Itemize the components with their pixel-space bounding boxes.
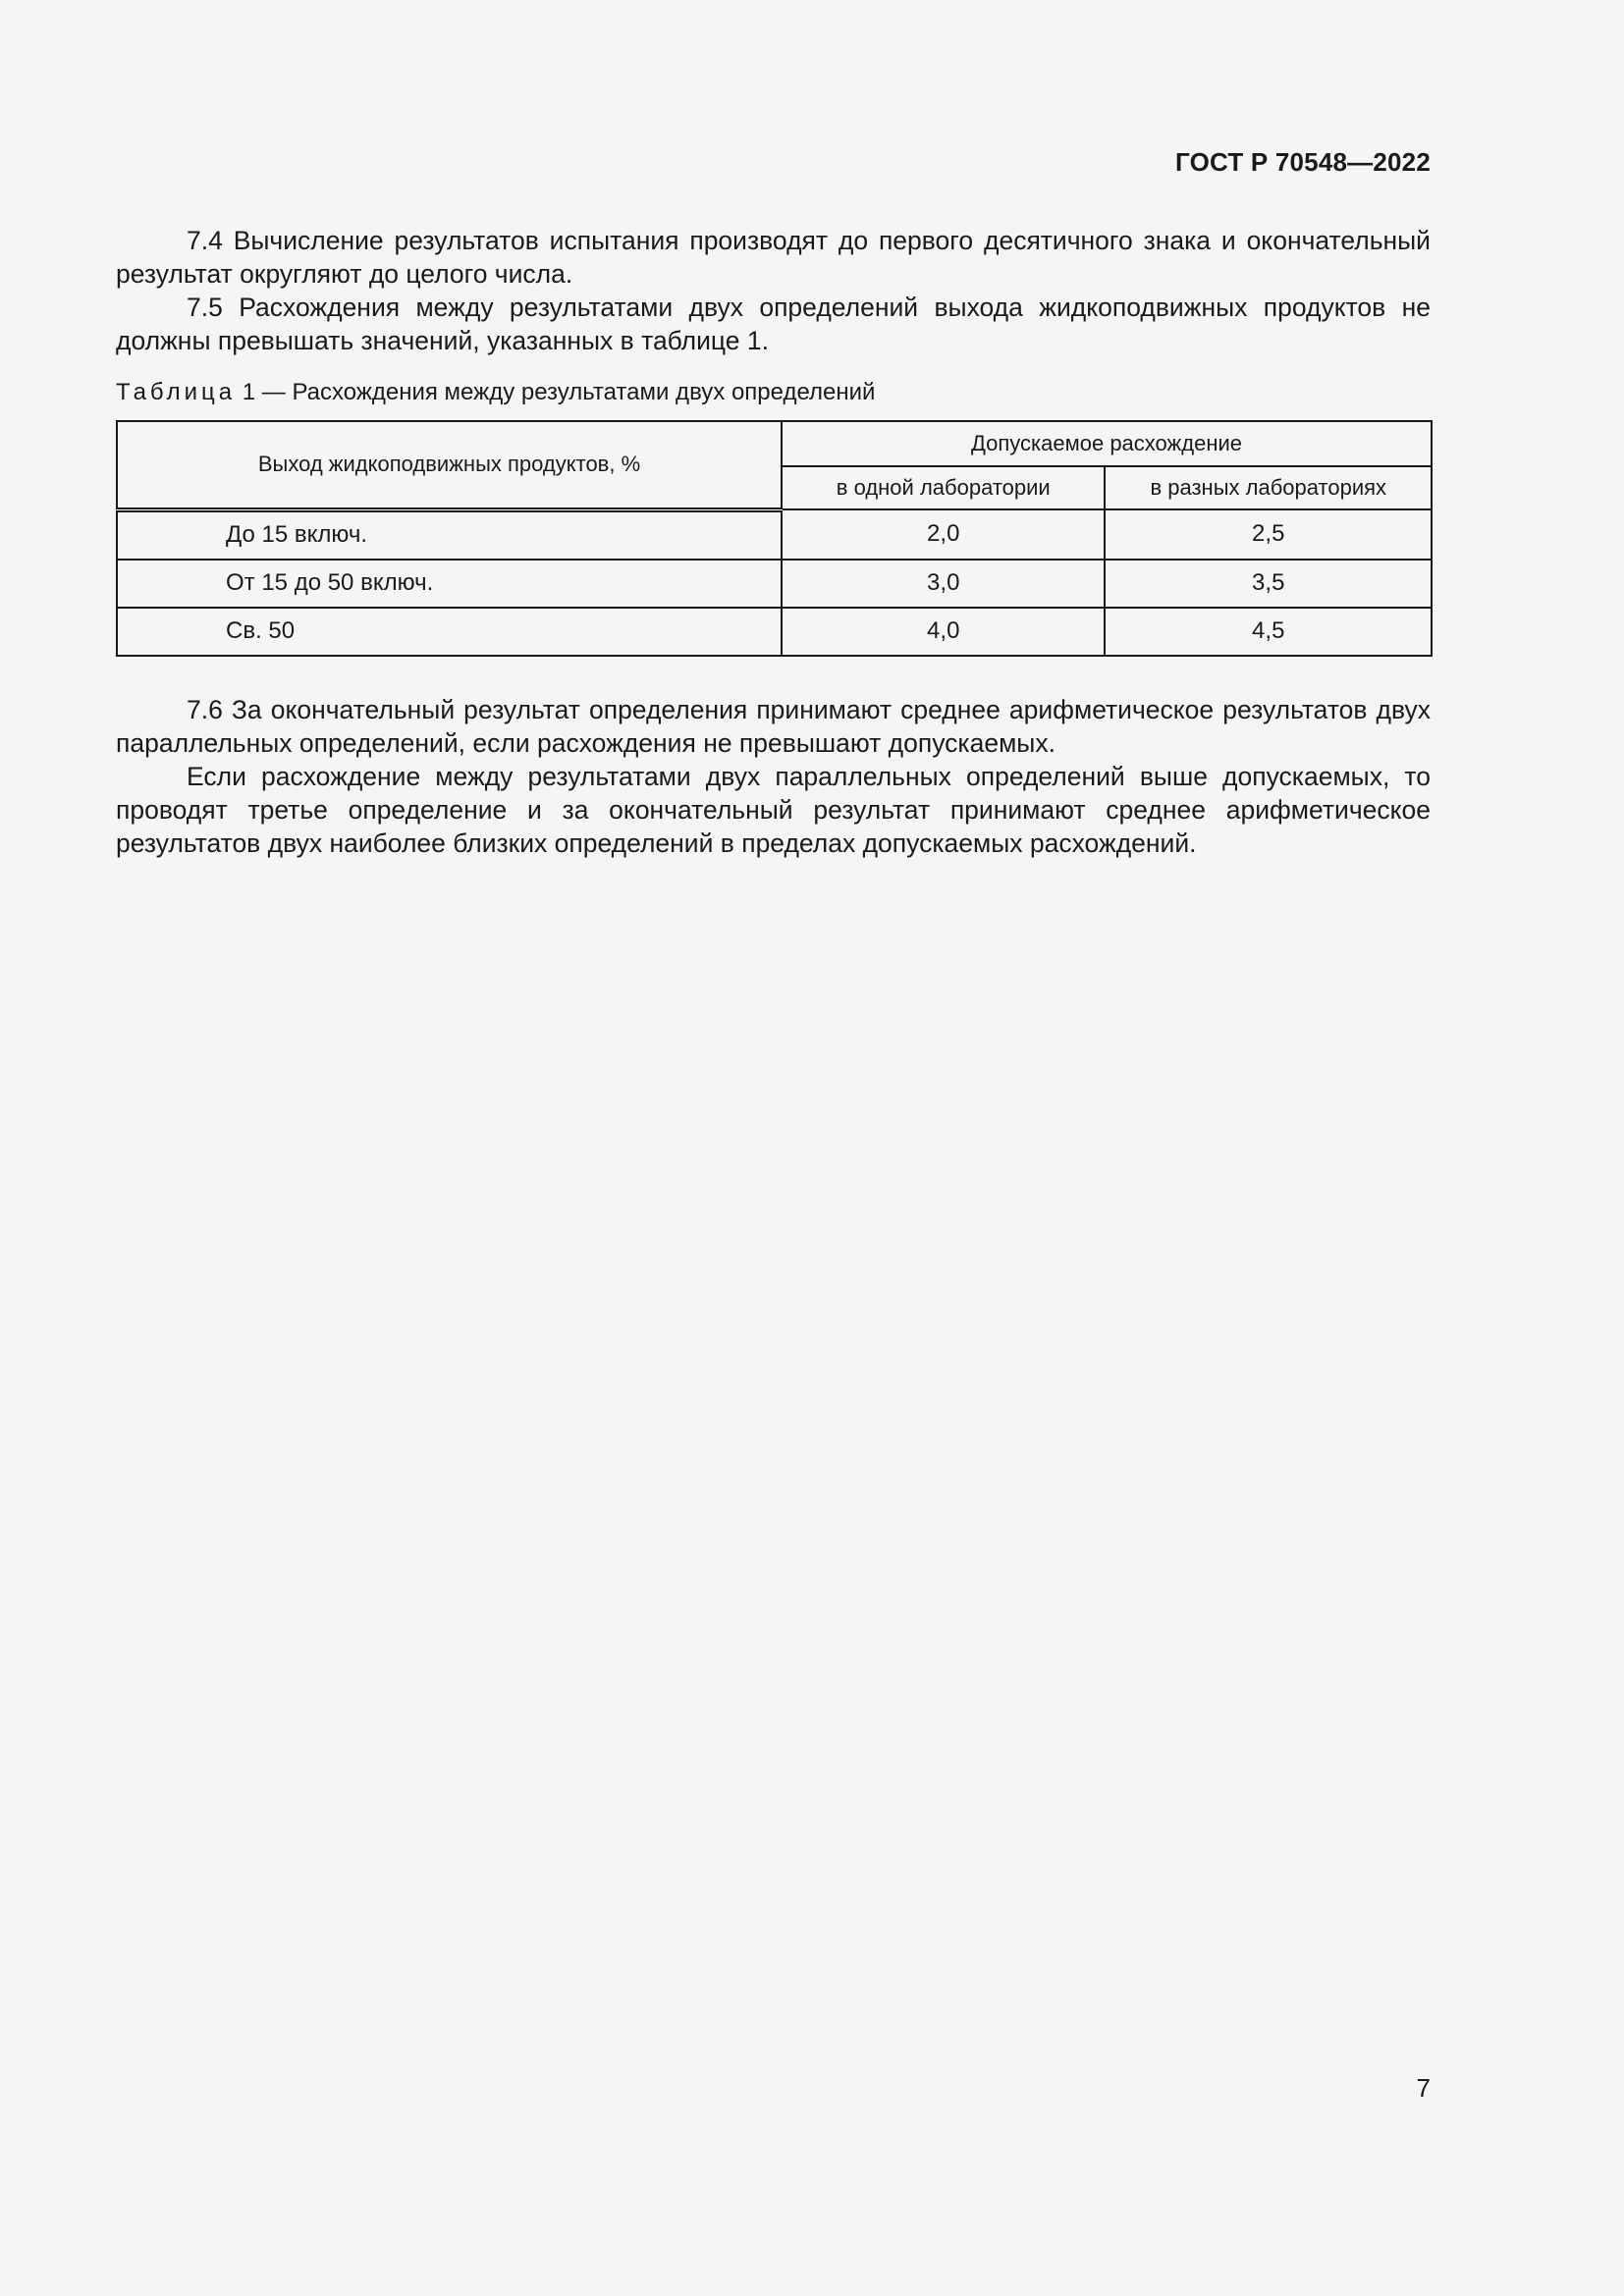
- table-row: [117, 509, 1432, 560]
- document-id: ГОСТ Р 70548—2022: [1175, 147, 1431, 177]
- value-different-labs: 3,5: [1105, 560, 1432, 608]
- header-allowed-discrepancy: Допускаемое расхождение: [782, 421, 1432, 466]
- paragraph-7-5: 7.5 Расхождения между результатами двух определений выхода жидкоподвижных продуктов не должны превышать значений, указанных в таблице 1.: [116, 293, 1431, 355]
- table-caption-label: Таблица: [116, 379, 237, 405]
- table-header-row: [117, 421, 1432, 466]
- paragraph-7-6: 7.6 За окончательный результат определения принимают среднее арифметическое результатов двух параллельных определений, если расхождения не превышают допускаемых.: [116, 695, 1431, 758]
- discrepancy-table: [116, 420, 1433, 657]
- value-same-lab: 2,0: [782, 509, 1105, 560]
- section-text-bottom: [116, 693, 1431, 860]
- table-row: [117, 560, 1432, 608]
- value-same-lab: 3,0: [782, 560, 1105, 608]
- row-label: До 15 включ.: [117, 509, 782, 560]
- table-caption: [116, 379, 875, 406]
- table-caption-text: 1 — Расхождения между результатами двух определений: [236, 379, 876, 405]
- header-yield: Выход жидкоподвижных продуктов, %: [117, 421, 782, 509]
- header-same-lab: в одной лаборатории: [782, 466, 1105, 509]
- value-different-labs: 4,5: [1105, 608, 1432, 656]
- value-same-lab: 4,0: [782, 608, 1105, 656]
- row-label: Св. 50: [117, 608, 782, 656]
- table-row: [117, 608, 1432, 656]
- paragraph-repeat-determination: Если расхождение между результатами двух параллельных определений выше допускаемых, то проводят третье определение и за окончательный результат принимают среднее арифметическое результатов двух наиболее близких определений в пределах допускаемых расхождений.: [116, 762, 1431, 858]
- paragraph-7-4: 7.4 Вычисление результатов испытания производят до первого десятичного знака и окончательный результат округляют до целого числа.: [116, 226, 1431, 289]
- value-different-labs: 2,5: [1105, 509, 1432, 560]
- row-label: От 15 до 50 включ.: [117, 560, 782, 608]
- header-different-labs: в разных лабораториях: [1105, 466, 1432, 509]
- page-number: 7: [1416, 2073, 1431, 2103]
- section-text-top: [116, 224, 1431, 357]
